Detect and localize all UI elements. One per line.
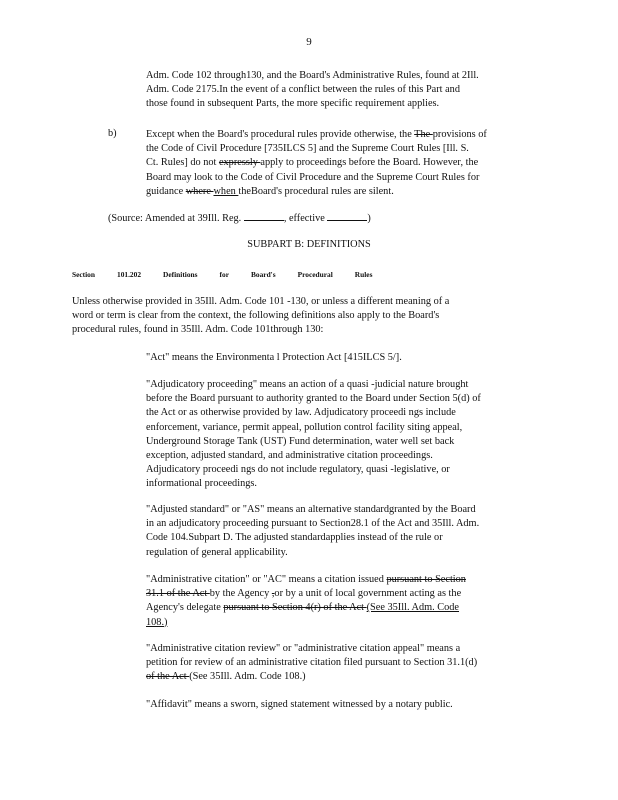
text-line: those found in subsequent Parts, the more specific requirement applies. — [146, 98, 440, 110]
text-line: "Adjudicatory proceeding" means an action of a quasi -judicial nature brought — [146, 379, 469, 390]
struck-text: of the Act — [146, 671, 190, 683]
text-line: "Administrative citation review" or "administrative citation appeal" means a — [146, 643, 461, 654]
text-line — [146, 616, 526, 630]
underlined-text: 108.) — [146, 616, 168, 628]
struck-text: , — [271, 588, 275, 600]
text-line: Board may look to the Code of Civil Procedure and the Supreme Court Rules for — [146, 171, 480, 183]
section-heading: Section 101.202 Definitions for Board's Procedural Rules — [72, 270, 373, 279]
definition-adjusted-standard — [146, 503, 538, 560]
blank-line — [327, 211, 367, 221]
text-line: Agency's delegate pursuant to Section 4(r) of the Act (See 35Ill. Adm. Code — [146, 602, 460, 614]
text-line: Unless otherwise provided in 35Ill. Adm. Code 101 -130, or unless a different meaning of a — [72, 296, 450, 307]
struck-text: pursuant to Section — [386, 574, 466, 585]
intro-paragraph — [72, 295, 516, 338]
text-line: Adm. Code 102 through130, and the Board's Administrative Rules, found at 2Ill. — [146, 70, 479, 81]
struck-text: The — [414, 129, 433, 140]
paragraph-b-label: b) — [108, 128, 117, 139]
text-line: of the Act (See 35Ill. Adm. Code 108.) — [146, 671, 306, 683]
text-line: 31.1 of the Act by the Agency ,or by a unit of local government acting as the — [146, 588, 462, 600]
text-line: procedural rules, found in 35Ill. Adm. Code 101through 130: — [72, 324, 324, 336]
text-line: enforcement, variance, permit appeal, pollution control facility siting appeal, — [146, 421, 463, 433]
blank-line — [244, 211, 284, 221]
text-line: exception, adjusted standard, and administrative citation proceedings. — [146, 450, 433, 462]
text-line: in an adjudicatory proceeding pursuant to Section28.1 of the Act and 35Ill. Adm. — [146, 518, 480, 530]
text-line: Ct. Rules] do not expressly apply to proceedings before the Board. However, the — [146, 157, 479, 169]
source-note: (Source: Amended at 39Ill. Reg. , effective ) — [108, 213, 371, 224]
definition-affidavit — [146, 698, 526, 712]
text-line: word or term is clear from the context, the following definitions also apply to the Board's — [72, 310, 440, 322]
text-line: "Adjusted standard" or "AS" means an alternative standardgranted by the Board — [146, 504, 476, 515]
text-line: petition for review of an administrative citation filed pursuant to Section 31.1(d) — [146, 657, 478, 669]
text-line: "Act" means the Environmenta l Protection Act [415ILCS 5/]. — [146, 352, 402, 363]
paragraph-a-continuation — [146, 69, 510, 112]
text-line: Code 104.Subpart D. The adjusted standardapplies instead of the rule or — [146, 532, 443, 544]
definition-act — [146, 351, 516, 365]
underlined-text: when — [213, 185, 239, 197]
text-line: the Act or as otherwise provided by law. Adjudicatory proceedi ngs include — [146, 407, 456, 419]
text-line: before the Board pursuant to authority granted to the Board under Section 5(d) of — [146, 393, 481, 405]
text-line: informational proceedings. — [146, 478, 257, 490]
text-line: the Code of Civil Procedure [735ILCS 5] and the Supreme Court Rules [Ill. S. — [146, 143, 469, 155]
paragraph-b — [146, 128, 538, 199]
definition-administrative-citation — [146, 573, 526, 630]
underlined-text: (See 35Ill. Adm. Code — [366, 602, 460, 614]
subpart-heading: SUBPART B: DEFINITIONS — [247, 239, 371, 250]
definition-administrative-citation-review — [146, 642, 518, 685]
struck-text: expressly — [218, 157, 261, 169]
text-line: Adjudicatory proceedi ngs do not include regulatory, quasi -legislative, or — [146, 464, 450, 476]
struck-text: 31.1 of the Act — [146, 588, 210, 600]
text-line: regulation of general applicability. — [146, 546, 288, 558]
struck-text: where — [185, 185, 214, 197]
struck-text: pursuant to Section 4(r) of the Act — [223, 602, 367, 614]
definition-adjudicatory-proceeding — [146, 378, 538, 492]
text-line: "Affidavit" means a sworn, signed statement witnessed by a notary public. — [146, 699, 453, 710]
text-line: "Administrative citation" or "AC" means a citation issued pursuant to Section — [146, 574, 466, 585]
text-line: Adm. Code 2175.In the event of a conflict between the rules of this Part and — [146, 84, 460, 96]
text-line: guidance where when theBoard's procedural rules are silent. — [146, 185, 394, 197]
text-line: Except when the Board's procedural rules provide otherwise, the The provisions of — [146, 129, 487, 140]
page-number: 9 — [306, 36, 312, 48]
text-line: Underground Storage Tank (UST) Fund determination, water well set back — [146, 435, 455, 447]
